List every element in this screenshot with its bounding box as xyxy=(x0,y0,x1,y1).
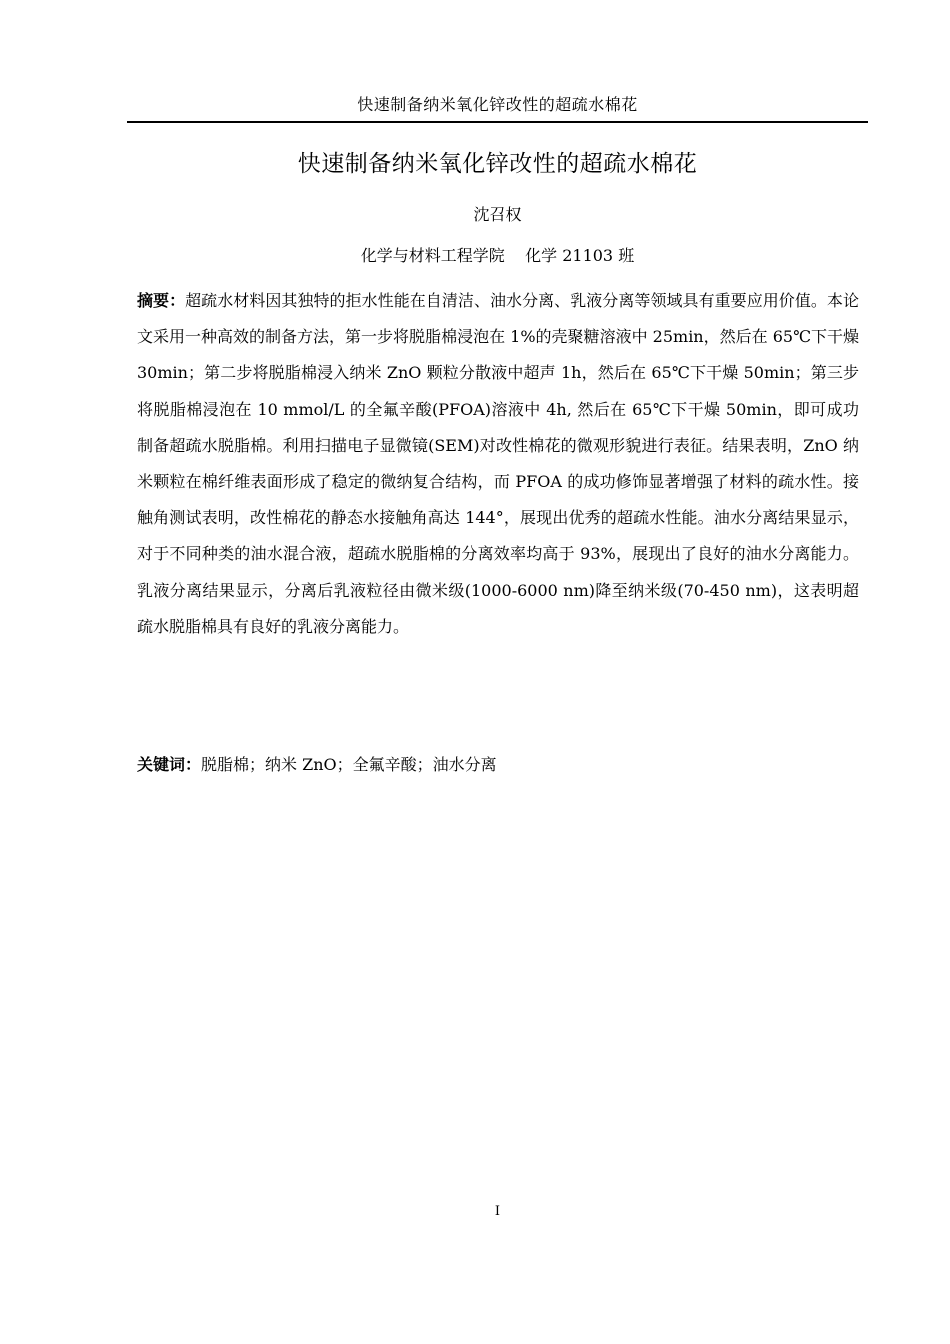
keywords-label: 关键词： xyxy=(137,755,202,774)
page-number: I xyxy=(494,1204,501,1219)
abstract-label: 摘要： xyxy=(137,291,186,310)
abstract-paragraph xyxy=(137,283,859,645)
author-affiliation: 化学与材料工程学院 化学 21103 班 xyxy=(360,246,635,265)
abstract-text: 超疏水材料因其独特的拒水性能在自清洁、油水分离、乳液分离等领域具有重要应用价值。本论文采用一种高效的制备方法，第一步将脱脂棉浸泡在 1%的壳聚糖溶液中 25min，然后在 65℃下干燥 30min；第二步将脱脂棉浸入纳米 ZnO 颗粒分散液中超声 1h，然后在 65℃下干燥 50min；第三步将脱脂棉浸泡在 10 mmol/L 的全氟辛酸(PFOA)溶液中 4h, 然后在 65℃下干燥 50min，即可成功制备超疏水脱脂棉。利用扫描电子显微镜(SEM)对改性棉花的微观形貌进行表征。结果表明，ZnO 纳米颗粒在棉纤维表面形成了稳定的微纳复合结构，而 PFOA 的成功修饰显著增强了材料的疏水性。接触角测试表明，改性棉花的静态水接触角高达 144°，展现出优秀的超疏水性能。油水分离结果显示，对于不同种类的油水混合液，超疏水脱脂棉的分离效率均高于 93%，展现出了良好的油水分离能力。乳液分离结果显示，分离后乳液粒径由微米级(1000-6000 nm)降至纳米级(70-450 nm)，这表明超疏水脱脂棉具有良好的乳液分离能力。 xyxy=(137,291,859,636)
keywords-line xyxy=(137,747,859,783)
running-header: 快速制备纳米氧化锌改性的超疏水棉花 xyxy=(357,95,638,114)
page-title: 快速制备纳米氧化锌改性的超疏水棉花 xyxy=(297,151,698,177)
author-name: 沈召权 xyxy=(473,205,522,224)
keywords-text: 脱脂棉；纳米 ZnO；全氟辛酸；油水分离 xyxy=(201,755,497,774)
header-rule xyxy=(127,121,868,123)
